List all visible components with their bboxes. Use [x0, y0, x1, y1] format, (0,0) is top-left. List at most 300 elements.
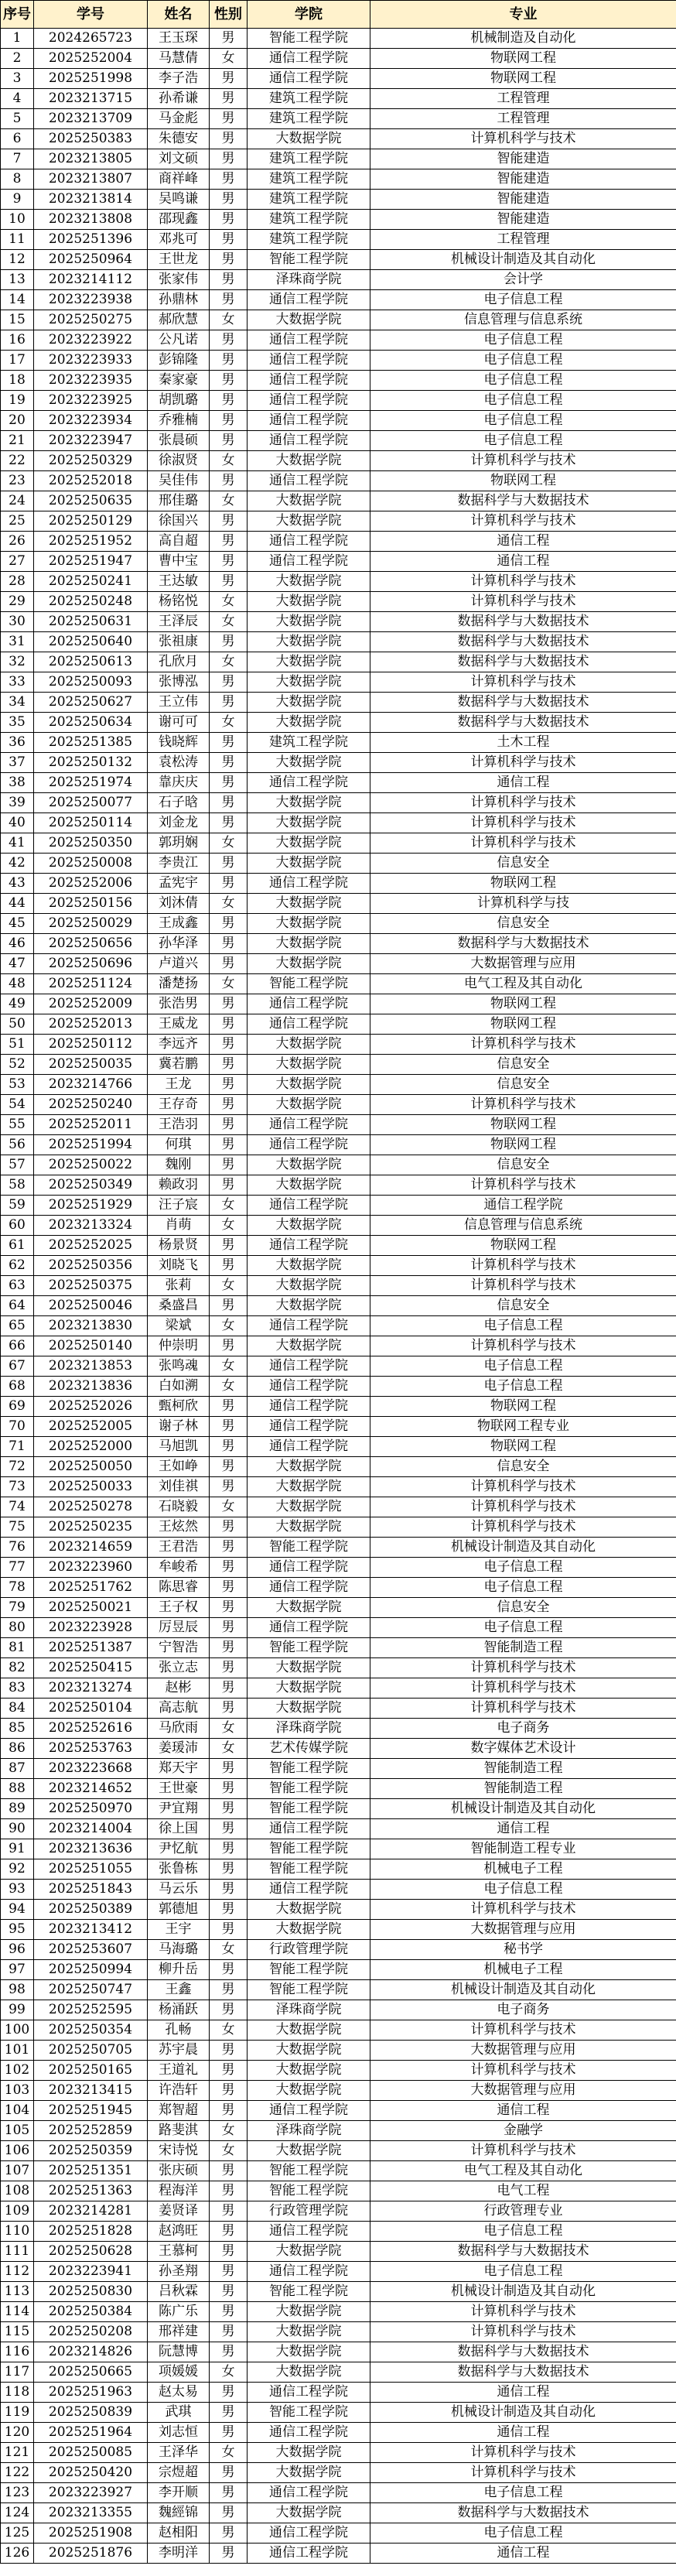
cell-name: 杨涌跃 [148, 2000, 210, 2020]
cell-major: 机械设计制造及其自动化 [370, 1538, 676, 1558]
cell-major: 计算机科学与技术 [370, 672, 676, 693]
cell-name: 宗煜超 [148, 2463, 210, 2483]
cell-name: 王成鑫 [148, 914, 210, 934]
cell-name: 卢道兴 [148, 954, 210, 974]
cell-student-id: 2023214112 [34, 270, 148, 290]
cell-college: 大数据学院 [248, 1598, 370, 1618]
cell-college: 智能工程学院 [248, 1779, 370, 1799]
cell-student-id: 2025250389 [34, 1900, 148, 1920]
cell-student-id: 2023213805 [34, 149, 148, 169]
cell-name: 赵彬 [148, 1678, 210, 1699]
cell-index: 45 [1, 914, 34, 934]
cell-student-id: 2023213355 [34, 2503, 148, 2523]
cell-student-id: 2023214652 [34, 1779, 148, 1799]
cell-college: 通信工程学院 [248, 2383, 370, 2403]
cell-major: 数据科学与大数据技术 [370, 632, 676, 652]
cell-college: 大数据学院 [248, 2322, 370, 2342]
cell-name: 冀若鹏 [148, 1055, 210, 1075]
table-row [1, 351, 676, 371]
cell-student-id: 2025251994 [34, 1135, 148, 1155]
cell-college: 通信工程学院 [248, 1880, 370, 1900]
cell-index: 107 [1, 2161, 34, 2181]
cell-name: 王君浩 [148, 1538, 210, 1558]
cell-college: 建筑工程学院 [248, 89, 370, 109]
cell-index: 99 [1, 2000, 34, 2020]
cell-major: 物联网工程 [370, 69, 676, 89]
cell-college: 通信工程学院 [248, 773, 370, 793]
cell-student-id: 2025250354 [34, 2020, 148, 2041]
table-row [1, 994, 676, 1014]
cell-gender: 女 [210, 1196, 248, 1216]
cell-name: 郭德旭 [148, 1900, 210, 1920]
cell-major: 通信工程 [370, 2101, 676, 2121]
cell-name: 马海璐 [148, 1940, 210, 1960]
table-row [1, 1839, 676, 1859]
table-row [1, 1055, 676, 1075]
cell-gender: 男 [210, 2181, 248, 2201]
cell-college: 大数据学院 [248, 713, 370, 733]
cell-college: 大数据学院 [248, 310, 370, 330]
cell-major: 电子信息工程 [370, 411, 676, 431]
table-row [1, 371, 676, 391]
cell-student-id: 2023223922 [34, 330, 148, 351]
table-row [1, 2020, 676, 2041]
cell-major: 大数据管理与应用 [370, 2041, 676, 2061]
cell-name: 高志航 [148, 1699, 210, 1719]
cell-major: 数据科学与大数据技术 [370, 612, 676, 632]
cell-college: 大数据学院 [248, 612, 370, 632]
cell-major: 计算机科学与技术 [370, 813, 676, 833]
cell-gender: 男 [210, 29, 248, 49]
table-row [1, 1678, 676, 1699]
cell-college: 通信工程学院 [248, 874, 370, 894]
cell-index: 37 [1, 753, 34, 773]
cell-student-id: 2025251952 [34, 532, 148, 552]
cell-gender: 男 [210, 1618, 248, 1638]
cell-major: 计算机科学与技术 [370, 592, 676, 612]
cell-gender: 男 [210, 1658, 248, 1678]
cell-student-id: 2025252000 [34, 1437, 148, 1457]
table-row [1, 592, 676, 612]
cell-index: 58 [1, 1175, 34, 1196]
cell-index: 80 [1, 1618, 34, 1638]
cell-student-id: 2025251828 [34, 2222, 148, 2242]
cell-gender: 男 [210, 854, 248, 874]
cell-name: 厉昱辰 [148, 1618, 210, 1638]
cell-major: 电子信息工程 [370, 290, 676, 310]
cell-gender: 男 [210, 1417, 248, 1437]
table-row [1, 290, 676, 310]
cell-gender: 男 [210, 230, 248, 250]
cell-student-id: 2025251929 [34, 1196, 148, 1216]
cell-student-id: 2025250631 [34, 612, 148, 632]
cell-college: 通信工程学院 [248, 532, 370, 552]
cell-major: 通信工程 [370, 773, 676, 793]
cell-gender: 男 [210, 1437, 248, 1457]
cell-college: 大数据学院 [248, 2061, 370, 2081]
table-row [1, 914, 676, 934]
cell-gender: 女 [210, 1216, 248, 1236]
cell-student-id: 2023223927 [34, 2483, 148, 2503]
table-row [1, 391, 676, 411]
cell-major: 电子信息工程 [370, 2523, 676, 2544]
cell-name: 甄柯欣 [148, 1397, 210, 1417]
cell-student-id: 2025252616 [34, 1719, 148, 1739]
cell-gender: 男 [210, 129, 248, 149]
cell-college: 通信工程学院 [248, 1417, 370, 1437]
cell-name: 王如峥 [148, 1457, 210, 1477]
cell-gender: 女 [210, 894, 248, 914]
cell-index: 10 [1, 210, 34, 230]
cell-name: 朱德安 [148, 129, 210, 149]
cell-major: 信息安全 [370, 1457, 676, 1477]
cell-gender: 男 [210, 471, 248, 491]
cell-name: 王达敏 [148, 572, 210, 592]
cell-name: 王立伟 [148, 693, 210, 713]
cell-gender: 男 [210, 773, 248, 793]
cell-college: 大数据学院 [248, 1055, 370, 1075]
cell-index: 24 [1, 491, 34, 511]
cell-name: 靠庆庆 [148, 773, 210, 793]
cell-major: 工程管理 [370, 109, 676, 129]
cell-gender: 男 [210, 1236, 248, 1256]
cell-student-id: 2025251124 [34, 974, 148, 994]
cell-index: 91 [1, 1839, 34, 1859]
cell-major: 计算机科学与技术 [370, 793, 676, 813]
cell-major: 大数据管理与应用 [370, 2081, 676, 2101]
table-row [1, 693, 676, 713]
table-row [1, 833, 676, 854]
cell-name: 白如溯 [148, 1377, 210, 1397]
cell-major: 数据科学与大数据技术 [370, 652, 676, 672]
cell-name: 王存奇 [148, 1095, 210, 1115]
cell-index: 26 [1, 532, 34, 552]
cell-gender: 男 [210, 2242, 248, 2262]
cell-gender: 男 [210, 672, 248, 693]
table-row [1, 2362, 676, 2383]
header-cell-student-id: 学号 [34, 1, 148, 29]
cell-major: 电子信息工程 [370, 1618, 676, 1638]
cell-student-id: 2023223935 [34, 371, 148, 391]
cell-college: 建筑工程学院 [248, 733, 370, 753]
cell-student-id: 2025251385 [34, 733, 148, 753]
cell-name: 孙华泽 [148, 934, 210, 954]
cell-student-id: 2025250112 [34, 1035, 148, 1055]
cell-student-id: 2023223925 [34, 391, 148, 411]
cell-college: 智能工程学院 [248, 2282, 370, 2302]
cell-name: 秦家豪 [148, 371, 210, 391]
cell-index: 118 [1, 2383, 34, 2403]
table-row [1, 69, 676, 89]
cell-gender: 男 [210, 1175, 248, 1196]
cell-index: 77 [1, 1558, 34, 1578]
cell-student-id: 2025250022 [34, 1155, 148, 1175]
cell-index: 18 [1, 371, 34, 391]
cell-college: 大数据学院 [248, 854, 370, 874]
cell-college: 大数据学院 [248, 1175, 370, 1196]
cell-gender: 男 [210, 411, 248, 431]
cell-name: 王浩羽 [148, 1115, 210, 1135]
cell-major: 数据科学与大数据技术 [370, 693, 676, 713]
cell-major: 计算机科学与技术 [370, 1699, 676, 1719]
cell-index: 101 [1, 2041, 34, 2061]
table-row [1, 2000, 676, 2020]
cell-gender: 男 [210, 1839, 248, 1859]
cell-major: 计算机科学与技术 [370, 2020, 676, 2041]
cell-major: 数据科学与大数据技术 [370, 2242, 676, 2262]
cell-name: 项媛媛 [148, 2362, 210, 2383]
cell-index: 31 [1, 632, 34, 652]
cell-index: 22 [1, 451, 34, 471]
cell-gender: 男 [210, 2523, 248, 2544]
cell-index: 39 [1, 793, 34, 813]
cell-name: 赵相阳 [148, 2523, 210, 2544]
cell-index: 25 [1, 511, 34, 532]
table-row [1, 1517, 676, 1538]
cell-index: 73 [1, 1477, 34, 1497]
cell-name: 王道礼 [148, 2061, 210, 2081]
cell-name: 徐国兴 [148, 511, 210, 532]
cell-student-id: 2025250830 [34, 2282, 148, 2302]
cell-college: 智能工程学院 [248, 2403, 370, 2423]
cell-college: 智能工程学院 [248, 1980, 370, 2000]
cell-index: 50 [1, 1014, 34, 1035]
cell-college: 大数据学院 [248, 1276, 370, 1296]
table-row [1, 2041, 676, 2061]
cell-major: 计算机科学与技术 [370, 1256, 676, 1276]
cell-gender: 男 [210, 2463, 248, 2483]
cell-name: 吕秋霖 [148, 2282, 210, 2302]
cell-name: 陈广乐 [148, 2302, 210, 2322]
cell-student-id: 2025251963 [34, 2383, 148, 2403]
cell-name: 何琪 [148, 1135, 210, 1155]
cell-major: 智能制造工程专业 [370, 1839, 676, 1859]
table-row [1, 1417, 676, 1437]
cell-index: 16 [1, 330, 34, 351]
cell-name: 徐淑贤 [148, 451, 210, 471]
table-row [1, 2121, 676, 2141]
table-row [1, 230, 676, 250]
cell-student-id: 2025250349 [34, 1175, 148, 1196]
cell-index: 27 [1, 552, 34, 572]
cell-student-id: 2025252025 [34, 1236, 148, 1256]
cell-college: 大数据学院 [248, 2141, 370, 2161]
cell-gender: 男 [210, 2222, 248, 2242]
cell-college: 通信工程学院 [248, 371, 370, 391]
cell-college: 大数据学院 [248, 572, 370, 592]
cell-student-id: 2025250384 [34, 2302, 148, 2322]
cell-student-id: 2025253763 [34, 1739, 148, 1759]
cell-name: 谢可可 [148, 713, 210, 733]
cell-student-id: 2025250415 [34, 1658, 148, 1678]
cell-index: 7 [1, 149, 34, 169]
table-row [1, 632, 676, 652]
cell-gender: 男 [210, 2423, 248, 2443]
table-row [1, 572, 676, 592]
cell-gender: 男 [210, 2081, 248, 2101]
cell-student-id: 2025250235 [34, 1517, 148, 1538]
cell-college: 大数据学院 [248, 1216, 370, 1236]
cell-gender: 男 [210, 2101, 248, 2121]
cell-major: 计算机科学与技术 [370, 1095, 676, 1115]
cell-name: 许浩轩 [148, 2081, 210, 2101]
table-row [1, 2201, 676, 2222]
cell-gender: 男 [210, 793, 248, 813]
cell-student-id: 2025252004 [34, 49, 148, 69]
cell-major: 电子信息工程 [370, 1880, 676, 1900]
cell-index: 53 [1, 1075, 34, 1095]
cell-gender: 女 [210, 1316, 248, 1336]
cell-college: 通信工程学院 [248, 2544, 370, 2564]
cell-gender: 女 [210, 1739, 248, 1759]
cell-name: 马云乐 [148, 1880, 210, 1900]
cell-student-id: 2023213636 [34, 1839, 148, 1859]
cell-name: 乔雅楠 [148, 411, 210, 431]
cell-major: 电子信息工程 [370, 431, 676, 451]
cell-college: 大数据学院 [248, 1699, 370, 1719]
cell-name: 刘志恒 [148, 2423, 210, 2443]
cell-name: 郝欣慧 [148, 310, 210, 330]
cell-student-id: 2025250839 [34, 2403, 148, 2423]
cell-major: 机械设计制造及其自动化 [370, 1980, 676, 2000]
table-row [1, 1779, 676, 1799]
cell-student-id: 2023223933 [34, 351, 148, 371]
cell-index: 94 [1, 1900, 34, 1920]
cell-name: 张鸣魂 [148, 1356, 210, 1377]
cell-college: 通信工程学院 [248, 2483, 370, 2503]
cell-gender: 男 [210, 511, 248, 532]
cell-student-id: 2023213830 [34, 1316, 148, 1336]
cell-name: 魏刚 [148, 1155, 210, 1175]
cell-student-id: 2023214659 [34, 1538, 148, 1558]
cell-name: 路斐淇 [148, 2121, 210, 2141]
cell-college: 智能工程学院 [248, 29, 370, 49]
cell-index: 109 [1, 2201, 34, 2222]
cell-college: 通信工程学院 [248, 330, 370, 351]
cell-name: 马旭凯 [148, 1437, 210, 1457]
cell-index: 113 [1, 2282, 34, 2302]
cell-student-id: 2025251843 [34, 1880, 148, 1900]
cell-gender: 男 [210, 2403, 248, 2423]
cell-college: 大数据学院 [248, 1457, 370, 1477]
cell-college: 智能工程学院 [248, 2181, 370, 2201]
table-row [1, 1296, 676, 1316]
cell-major: 物联网工程 [370, 874, 676, 894]
table-row [1, 854, 676, 874]
cell-name: 王泽辰 [148, 612, 210, 632]
cell-major: 数据科学与大数据技术 [370, 2342, 676, 2362]
table-row [1, 1497, 676, 1517]
cell-index: 124 [1, 2503, 34, 2523]
cell-name: 吴佳伟 [148, 471, 210, 491]
cell-gender: 男 [210, 2322, 248, 2342]
table-row [1, 2523, 676, 2544]
cell-major: 数据科学与大数据技术 [370, 2362, 676, 2383]
table-row [1, 330, 676, 351]
cell-student-id: 2025251998 [34, 69, 148, 89]
cell-major: 工程管理 [370, 89, 676, 109]
table-row [1, 1155, 676, 1175]
cell-gender: 男 [210, 1819, 248, 1839]
cell-major: 智能建造 [370, 190, 676, 210]
cell-college: 泽珠商学院 [248, 2000, 370, 2020]
cell-student-id: 2023213807 [34, 169, 148, 190]
cell-major: 计算机科学与技术 [370, 1477, 676, 1497]
cell-name: 肖萌 [148, 1216, 210, 1236]
cell-name: 王威龙 [148, 1014, 210, 1035]
table-row [1, 1759, 676, 1779]
cell-gender: 男 [210, 1638, 248, 1658]
cell-index: 114 [1, 2302, 34, 2322]
cell-index: 119 [1, 2403, 34, 2423]
cell-gender: 男 [210, 1135, 248, 1155]
cell-college: 智能工程学院 [248, 1859, 370, 1880]
table-row [1, 1880, 676, 1900]
cell-college: 大数据学院 [248, 1517, 370, 1538]
cell-name: 袁松涛 [148, 753, 210, 773]
table-row [1, 1900, 676, 1920]
cell-major: 物联网工程 [370, 1135, 676, 1155]
header-cell-name: 姓名 [148, 1, 210, 29]
cell-college: 通信工程学院 [248, 1397, 370, 1417]
cell-index: 81 [1, 1638, 34, 1658]
cell-student-id: 2025251762 [34, 1578, 148, 1598]
cell-college: 通信工程学院 [248, 1558, 370, 1578]
header-cell-college: 学院 [248, 1, 370, 29]
cell-name: 郭玥娴 [148, 833, 210, 854]
table-row [1, 974, 676, 994]
cell-major: 电子信息工程 [370, 1578, 676, 1598]
table-row [1, 773, 676, 793]
cell-major: 工程管理 [370, 230, 676, 250]
cell-index: 56 [1, 1135, 34, 1155]
cell-student-id: 2025250628 [34, 2242, 148, 2262]
cell-college: 建筑工程学院 [248, 190, 370, 210]
table-row [1, 733, 676, 753]
cell-student-id: 2025250046 [34, 1296, 148, 1316]
cell-major: 数字媒体艺术设计 [370, 1739, 676, 1759]
cell-gender: 男 [210, 693, 248, 713]
cell-college: 通信工程学院 [248, 1819, 370, 1839]
cell-gender: 男 [210, 1397, 248, 1417]
cell-college: 大数据学院 [248, 511, 370, 532]
cell-student-id: 2023213415 [34, 2081, 148, 2101]
cell-college: 建筑工程学院 [248, 149, 370, 169]
cell-gender: 男 [210, 1336, 248, 1356]
cell-student-id: 2025250008 [34, 854, 148, 874]
cell-gender: 男 [210, 552, 248, 572]
table-row [1, 1035, 676, 1055]
cell-college: 智能工程学院 [248, 974, 370, 994]
cell-college: 大数据学院 [248, 451, 370, 471]
cell-name: 张庆硕 [148, 2161, 210, 2181]
cell-student-id: 2023223668 [34, 1759, 148, 1779]
cell-name: 石晓毅 [148, 1497, 210, 1517]
cell-college: 大数据学院 [248, 894, 370, 914]
cell-gender: 女 [210, 612, 248, 632]
cell-name: 曹中宝 [148, 552, 210, 572]
table-row [1, 2242, 676, 2262]
cell-gender: 男 [210, 1759, 248, 1779]
cell-gender: 男 [210, 1678, 248, 1699]
cell-student-id: 2025250165 [34, 2061, 148, 2081]
cell-college: 通信工程学院 [248, 49, 370, 69]
cell-major: 计算机科学与技术 [370, 451, 676, 471]
table-row [1, 310, 676, 330]
cell-college: 大数据学院 [248, 1155, 370, 1175]
cell-major: 计算机科学与技术 [370, 2141, 676, 2161]
cell-college: 通信工程学院 [248, 994, 370, 1014]
